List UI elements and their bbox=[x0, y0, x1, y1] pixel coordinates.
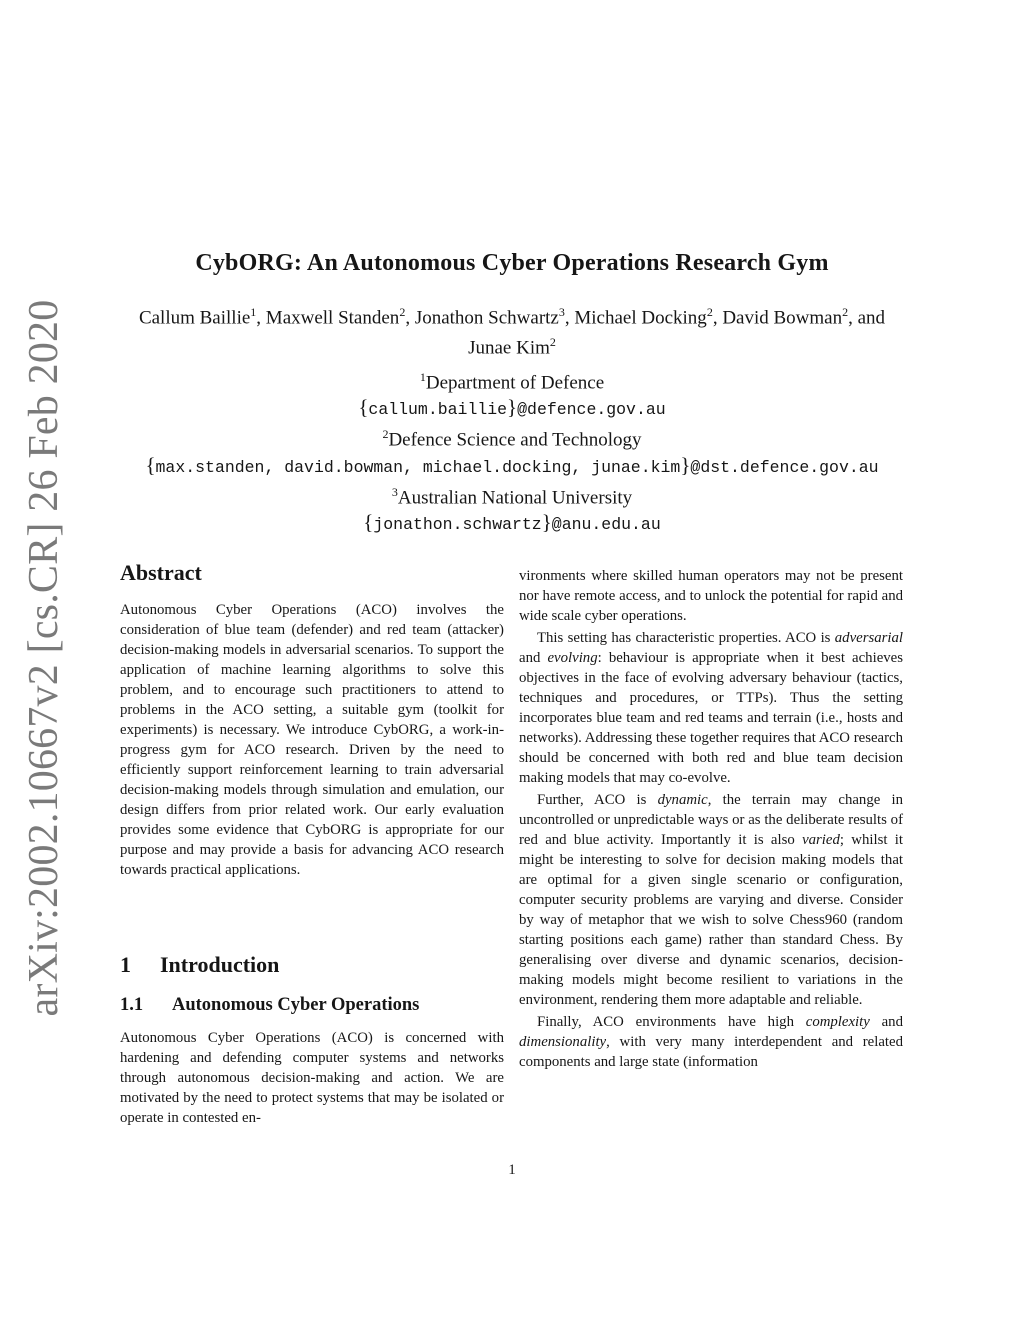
author-name: Maxwell Standen bbox=[265, 307, 400, 329]
abstract-text: Autonomous Cyber Operations (ACO) involves the consideration of blue team (defender) and red team (attacker) decision-making models in adversarial scenarios. To support the application of machine learning algorithms to solve this problem, and to encourage such practitioners to attend to problems in the ACO setting, a suitable gym (toolkit for experiments) is necessary. We introduce CybORG, a work-in-progress gym for ACO research. Driven by the need to efficiently support reinforcement learning to train adversarial decision-making models through simulation and emulation, our design differs from prior related work. Our early evaluation provides some evidence that CybORG is appropriate for our purpose and may provide a basis for advancing ACO research towards practical applications. bbox=[120, 602, 504, 878]
author-affiliation-mark: 2 bbox=[706, 305, 713, 319]
arxiv-identifier: arXiv:2002.10667v2 [cs.CR] 26 Feb 2020 bbox=[21, 299, 67, 1017]
author-name: Jonathon Schwartz bbox=[414, 307, 559, 329]
affiliation-2: $^2$Defence Science and Technology bbox=[382, 427, 642, 451]
affiliation-3-email: {jonathon.schwartz}@anu.edu.au bbox=[363, 509, 661, 534]
affiliation-1-email: {callum.baillie}@defence.gov.au bbox=[358, 395, 666, 420]
author-name: Junae Kim bbox=[468, 337, 550, 359]
author-list: Callum Baillie$^1$, Maxwell Standen$^2$, Jonathon Schwartz$^3$, Michael Docking$^2$, David Bowman$^2$, and Junae Kim$^2$ bbox=[138, 305, 886, 359]
affiliation-1: $^1$Department of Defence bbox=[419, 370, 605, 394]
author-name: Callum Baillie bbox=[138, 307, 251, 329]
left-column bbox=[120, 560, 504, 880]
affiliation-3: $^3$Australian National University bbox=[391, 484, 633, 508]
author-affiliation-mark: 1 bbox=[250, 305, 257, 319]
paper-title: CybORG: An Autonomous Cyber Operations Research Gym bbox=[195, 250, 829, 276]
page-number: 1 bbox=[508, 1162, 516, 1178]
author-affiliation-mark: 3 bbox=[558, 305, 565, 319]
affiliation-2-email: {max.standen, david.bowman, michael.docking, junae.kim}@dst.defence.gov.au bbox=[145, 452, 879, 477]
abstract-heading: Abstract bbox=[120, 560, 202, 585]
paragraph-dynamic: Further, ACO is dynamic, the terrain may change in uncontrolled or unpredictable ways or as the deliberate results of red and blue activity. Importantly it is also varied; whilst it might be interesting to solve for decision making models that are optimal for a given single scenario or configuration, computer security problems are varying and diverse. Consider by way of metaphor that we wish to solve Chess960 (random starting positions each game) rather than standard Chess. By generalising over diverse and dynamic scenarios, decision-making models might become resilient to variations in the environment, rendering them more adaptable and reliable. bbox=[519, 792, 903, 1008]
author-affiliation-mark: 2 bbox=[842, 305, 849, 319]
intro-paragraph: Autonomous Cyber Operations (ACO) is concerned with hardening and defending computer systems and networks through autonomous decision-making and action. We are motivated by the need to protect systems that may be isolated or operate in contested en- bbox=[120, 1030, 504, 1126]
subsection-heading: 1.1 Autonomous Cyber Operations bbox=[120, 995, 420, 1015]
section-heading: 1 Introduction bbox=[120, 952, 280, 977]
paragraph-continued: vironments where skilled human operators may not be present nor have remote access, and to unlock the potential for rapid and wide scale cyber operations. bbox=[519, 568, 903, 624]
section-1 bbox=[120, 952, 504, 1128]
paragraph-properties: This setting has characteristic properties. ACO is adversarial and evolving: behaviour is appropriate when it best achieves objectives in the face of evolving adversary behaviour (tactics, techniques and procedures, or TTPs). Thus the setting incorporates blue team and red teams and terrain (i.e., hosts and networks). Addressing these together requires that ACO research should be concerned with both red and blue team decision making models that may co-evolve. bbox=[519, 630, 903, 786]
right-column bbox=[519, 566, 903, 1072]
author-name: Michael Docking bbox=[574, 307, 707, 329]
author-name: David Bowman bbox=[722, 307, 843, 329]
author-affiliation-mark: 2 bbox=[549, 335, 556, 350]
affiliations bbox=[0, 365, 1024, 537]
author-affiliation-mark: 2 bbox=[399, 305, 406, 319]
paragraph-complexity: Finally, ACO environments have high complexity and dimensionality, with very many interdependent and related components and large state (information bbox=[519, 1014, 903, 1070]
